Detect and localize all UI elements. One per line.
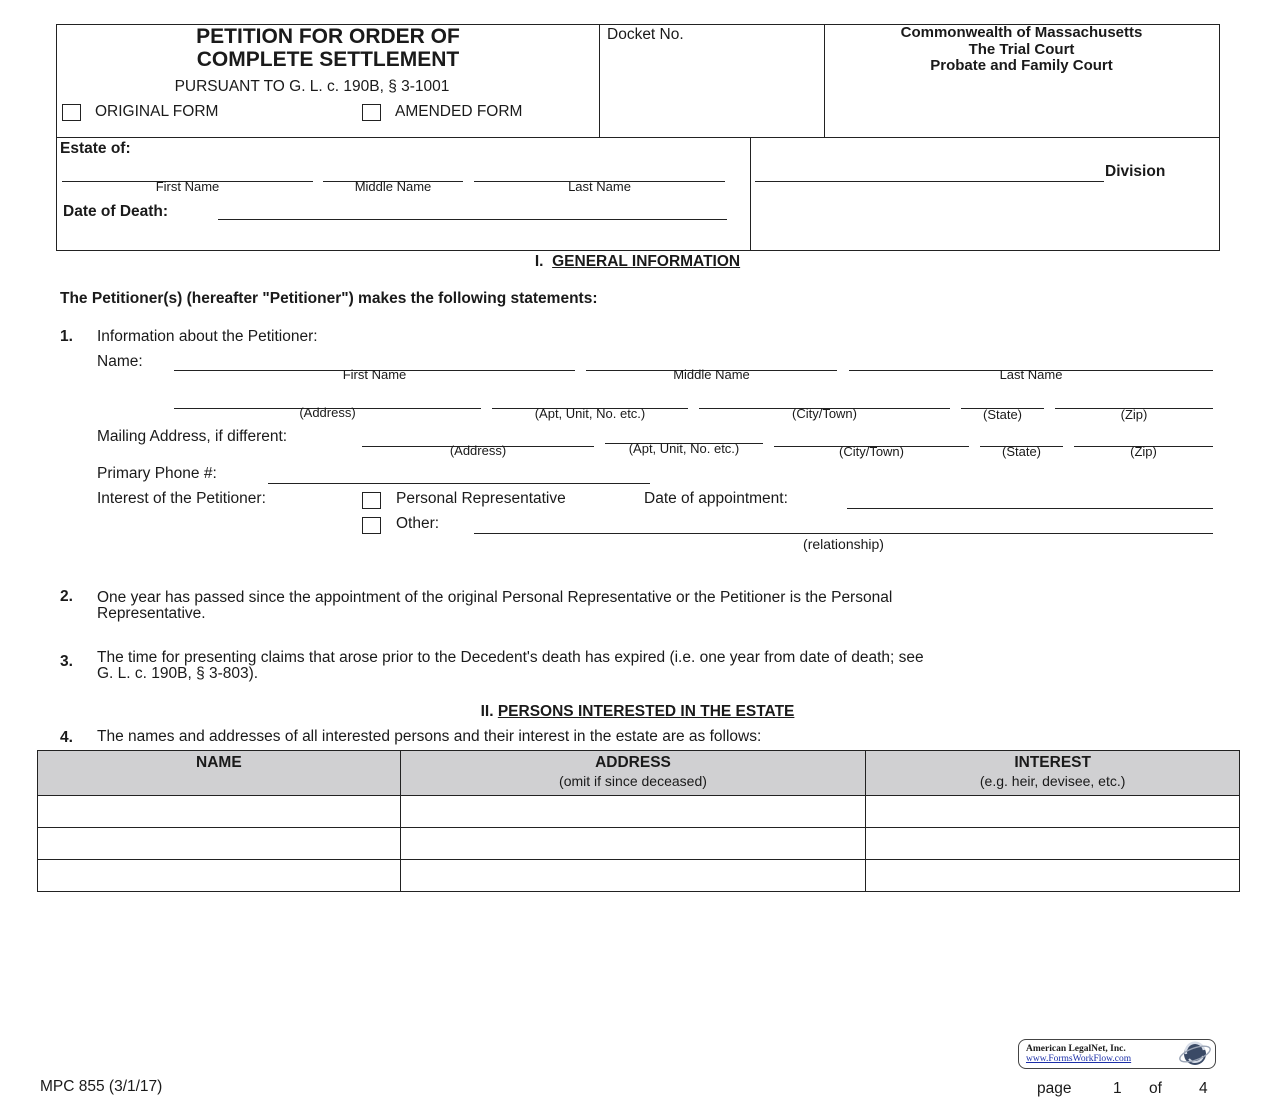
apt-caption: (Apt, Unit, No. etc.) xyxy=(534,406,646,421)
logo-company-name: American LegalNet, Inc. xyxy=(1026,1044,1126,1054)
middle-name-caption: Middle Name xyxy=(673,367,750,382)
item-2-number: 2. xyxy=(60,588,73,605)
mailing-apt-caption: (Apt, Unit, No. etc.) xyxy=(628,441,740,456)
item-3-line2: G. L. c. 190B, § 3-803). xyxy=(97,665,259,682)
table-cell-name[interactable] xyxy=(38,796,401,828)
primary-phone-label: Primary Phone #: xyxy=(97,465,217,482)
item-2-text xyxy=(97,590,1217,622)
interested-persons-table xyxy=(37,750,1240,892)
mailing-address-label: Mailing Address, if different: xyxy=(97,428,288,445)
section-2-heading xyxy=(0,703,1275,721)
division-field[interactable] xyxy=(755,181,1104,182)
original-form-label: ORIGINAL FORM xyxy=(95,103,219,120)
table-row xyxy=(38,796,1240,828)
column-header-address xyxy=(400,751,866,796)
page-current: 1 xyxy=(1113,1080,1122,1097)
personal-representative-checkbox[interactable] xyxy=(362,492,381,509)
court-line1: Commonwealth of Massachusetts xyxy=(900,24,1143,41)
section-1-number: I. xyxy=(534,253,544,270)
table-cell-address[interactable] xyxy=(400,796,866,828)
item-1-text: Information about the Petitioner: xyxy=(97,328,318,345)
court-line3: Probate and Family Court xyxy=(930,57,1113,74)
amended-form-checkbox[interactable] xyxy=(362,104,381,121)
item-2-line1: One year has passed since the appointment of the original Personal Representative or the Petitioner is the Personal xyxy=(97,589,893,606)
relationship-caption: (relationship) xyxy=(803,536,884,552)
original-form-checkbox[interactable] xyxy=(62,104,81,121)
amended-form-label: AMENDED FORM xyxy=(395,103,523,120)
item-4-number: 4. xyxy=(60,729,73,746)
last-name-caption: Last Name xyxy=(568,179,631,194)
column-header-address-note: (omit if since deceased) xyxy=(559,773,707,789)
date-of-appointment-label: Date of appointment: xyxy=(644,490,788,507)
divider xyxy=(56,137,1219,138)
court-line2: The Trial Court xyxy=(968,40,1075,58)
date-of-death-label: Date of Death: xyxy=(63,203,169,220)
form-subtitle: PURSUANT TO G. L. c. 190B, § 3-1001 xyxy=(174,78,450,95)
other-relationship-field[interactable] xyxy=(474,533,1213,534)
personal-representative-label: Personal Representative xyxy=(396,490,566,507)
address-caption: (Address) xyxy=(299,405,356,420)
interest-label: Interest of the Petitioner: xyxy=(97,490,266,507)
table-row xyxy=(38,828,1240,860)
court-name xyxy=(825,25,1218,75)
page-total: 4 xyxy=(1199,1080,1208,1097)
date-of-death-field[interactable] xyxy=(218,219,727,220)
primary-phone-field[interactable] xyxy=(268,483,650,484)
table-cell-name[interactable] xyxy=(38,828,401,860)
table-cell-interest[interactable] xyxy=(866,860,1240,892)
item-3-number: 3. xyxy=(60,653,73,670)
division-label: Division xyxy=(1105,163,1166,180)
column-header-interest-note: (e.g. heir, devisee, etc.) xyxy=(979,773,1126,789)
divider xyxy=(750,137,751,250)
table-header-row xyxy=(38,751,1240,796)
other-label: Other: xyxy=(396,515,440,532)
first-name-caption: First Name xyxy=(342,367,407,382)
section-1-heading xyxy=(0,253,1275,271)
section-1-title: GENERAL INFORMATION xyxy=(552,253,741,270)
form-id: MPC 855 (3/1/17) xyxy=(40,1078,163,1095)
section-2-number: II. xyxy=(480,703,494,720)
globe-icon xyxy=(1177,1041,1213,1067)
docket-label: Docket No. xyxy=(607,26,684,43)
name-label: Name: xyxy=(97,353,143,370)
table-cell-name[interactable] xyxy=(38,860,401,892)
form-title-line1: PETITION FOR ORDER OF xyxy=(196,25,460,48)
legalnet-logo[interactable] xyxy=(1018,1039,1216,1069)
zip-caption: (Zip) xyxy=(1120,407,1148,422)
table-row xyxy=(38,860,1240,892)
column-header-address-label: ADDRESS xyxy=(595,754,671,771)
table-cell-address[interactable] xyxy=(400,828,866,860)
column-header-name xyxy=(38,751,401,796)
table-cell-address[interactable] xyxy=(400,860,866,892)
estate-of-label: Estate of: xyxy=(60,140,131,157)
mailing-zip-caption: (Zip) xyxy=(1130,444,1157,459)
column-header-interest xyxy=(866,751,1240,796)
form-title-line2: COMPLETE SETTLEMENT xyxy=(196,48,460,71)
mailing-state-caption: (State) xyxy=(1001,444,1041,459)
first-name-caption: First Name xyxy=(155,179,220,194)
of-word: of xyxy=(1149,1080,1162,1097)
last-name-caption: Last Name xyxy=(999,367,1063,382)
mailing-address-caption: (Address) xyxy=(449,443,507,458)
column-header-interest-label: INTEREST xyxy=(1014,754,1091,771)
middle-name-caption: Middle Name xyxy=(354,179,432,194)
page-indicator xyxy=(1037,1080,1208,1098)
item-1-number: 1. xyxy=(60,328,73,345)
date-of-appointment-field[interactable] xyxy=(847,508,1213,509)
other-checkbox[interactable] xyxy=(362,517,381,534)
page-word: page xyxy=(1037,1080,1072,1097)
form-title xyxy=(56,25,600,71)
mailing-city-caption: (City/Town) xyxy=(838,444,904,459)
city-caption: (City/Town) xyxy=(791,406,857,421)
logo-website-link[interactable]: www.FormsWorkFlow.com xyxy=(1026,1054,1132,1064)
section-2-title: PERSONS INTERESTED IN THE ESTATE xyxy=(497,703,795,720)
petitioner-intro: The Petitioner(s) (hereafter "Petitioner") makes the following statements: xyxy=(60,290,598,307)
item-4-text: The names and addresses of all interested persons and their interest in the estate are as follows: xyxy=(97,728,762,745)
table-cell-interest[interactable] xyxy=(866,796,1240,828)
item-2-line2: Representative. xyxy=(97,605,206,622)
table-cell-interest[interactable] xyxy=(866,828,1240,860)
item-3-line1: The time for presenting claims that arose prior to the Decedent's death has expired (i.e. one year from date of death; see xyxy=(97,649,924,666)
item-3-text xyxy=(97,650,1217,682)
column-header-name-label: NAME xyxy=(196,754,242,771)
state-caption: (State) xyxy=(982,407,1022,422)
